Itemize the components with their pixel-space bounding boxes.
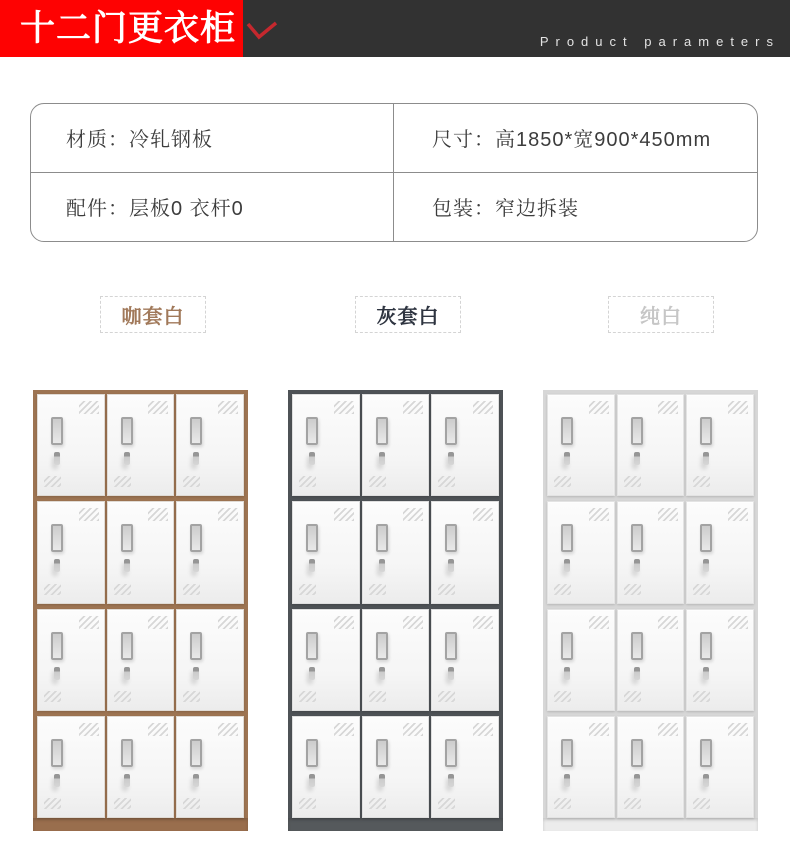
door-lock-icon xyxy=(564,774,570,787)
door-lock-icon xyxy=(309,667,315,680)
locker-doors-grid xyxy=(37,394,244,818)
vent-lines-icon xyxy=(369,798,386,809)
vent-lines-icon xyxy=(624,798,641,809)
vent-lines-icon xyxy=(438,584,455,595)
locker-door xyxy=(547,394,615,496)
locker-door xyxy=(547,609,615,711)
locker-door xyxy=(107,609,175,711)
header-bar xyxy=(0,0,790,57)
door-handle-slot xyxy=(121,739,133,767)
locker-door xyxy=(547,501,615,603)
door-handle-slot xyxy=(631,739,643,767)
door-lock-icon xyxy=(193,559,199,572)
locker-doors-grid xyxy=(292,394,499,818)
locker-door xyxy=(292,716,360,818)
door-handle-slot xyxy=(561,524,573,552)
door-lock-icon xyxy=(448,559,454,572)
door-lock-icon xyxy=(54,774,60,787)
door-handle-slot xyxy=(376,524,388,552)
door-handle-slot xyxy=(631,524,643,552)
locker-door xyxy=(431,501,499,603)
param-cell-material: 材质：冷轧钢板 xyxy=(31,104,394,173)
door-handle-slot xyxy=(561,417,573,445)
door-lock-icon xyxy=(379,559,385,572)
door-lock-icon xyxy=(124,667,130,680)
door-handle-slot xyxy=(121,632,133,660)
vent-lines-icon xyxy=(589,616,609,629)
door-handle-slot xyxy=(700,524,712,552)
vent-lines-icon xyxy=(369,476,386,487)
vent-lines-icon xyxy=(79,616,99,629)
vent-lines-icon xyxy=(473,508,493,521)
door-handle-slot xyxy=(445,524,457,552)
vent-lines-icon xyxy=(693,691,710,702)
vent-lines-icon xyxy=(554,584,571,595)
vent-lines-icon xyxy=(369,691,386,702)
vent-lines-icon xyxy=(218,616,238,629)
vent-lines-icon xyxy=(589,723,609,736)
locker-door xyxy=(37,501,105,603)
vent-lines-icon xyxy=(44,798,61,809)
door-lock-icon xyxy=(564,667,570,680)
locker-door xyxy=(431,716,499,818)
vent-lines-icon xyxy=(624,476,641,487)
door-lock-icon xyxy=(703,452,709,465)
locker-door xyxy=(362,394,430,496)
vent-lines-icon xyxy=(728,723,748,736)
parameters-table xyxy=(30,103,758,242)
param-cell-packaging: 包装：窄边拆装 xyxy=(432,198,579,221)
locker-door xyxy=(292,501,360,603)
vent-lines-icon xyxy=(658,401,678,414)
vent-lines-icon xyxy=(624,691,641,702)
door-lock-icon xyxy=(564,559,570,572)
vent-lines-icon xyxy=(693,476,710,487)
locker-door xyxy=(686,609,754,711)
vent-lines-icon xyxy=(183,798,200,809)
door-handle-slot xyxy=(306,739,318,767)
vent-lines-icon xyxy=(334,401,354,414)
door-handle-slot xyxy=(700,417,712,445)
locker-door xyxy=(686,716,754,818)
vent-lines-icon xyxy=(473,616,493,629)
door-lock-icon xyxy=(448,667,454,680)
locker-door xyxy=(431,394,499,496)
door-handle-slot xyxy=(51,632,63,660)
vent-lines-icon xyxy=(693,584,710,595)
door-lock-icon xyxy=(193,452,199,465)
locker-image-3 xyxy=(543,390,758,831)
vent-lines-icon xyxy=(728,616,748,629)
door-handle-slot xyxy=(190,417,202,445)
locker-door xyxy=(176,394,244,496)
door-handle-slot xyxy=(121,417,133,445)
title-block xyxy=(0,0,243,57)
locker-door xyxy=(176,609,244,711)
door-handle-slot xyxy=(700,739,712,767)
vent-lines-icon xyxy=(403,616,423,629)
door-lock-icon xyxy=(309,774,315,787)
vent-lines-icon xyxy=(473,723,493,736)
vent-lines-icon xyxy=(334,508,354,521)
door-handle-slot xyxy=(376,417,388,445)
vent-lines-icon xyxy=(299,691,316,702)
variant-label: 灰套白 xyxy=(355,296,461,333)
locker-door xyxy=(37,609,105,711)
vent-lines-icon xyxy=(114,476,131,487)
vent-lines-icon xyxy=(44,584,61,595)
door-lock-icon xyxy=(379,774,385,787)
param-cell-size: 尺寸：高1850*宽900*450mm xyxy=(394,104,757,173)
vent-lines-icon xyxy=(79,401,99,414)
vent-lines-icon xyxy=(624,584,641,595)
vent-lines-icon xyxy=(554,476,571,487)
door-handle-slot xyxy=(445,632,457,660)
vent-lines-icon xyxy=(44,476,61,487)
door-lock-icon xyxy=(54,667,60,680)
locker-door xyxy=(617,609,685,711)
vent-lines-icon xyxy=(148,616,168,629)
door-handle-slot xyxy=(376,632,388,660)
locker-door xyxy=(176,716,244,818)
locker-image-1 xyxy=(33,390,248,831)
vent-lines-icon xyxy=(148,401,168,414)
locker-doors-grid xyxy=(547,394,754,818)
vent-lines-icon xyxy=(79,508,99,521)
door-lock-icon xyxy=(634,452,640,465)
door-handle-slot xyxy=(306,417,318,445)
vent-lines-icon xyxy=(183,691,200,702)
page-title: 十二门更衣柜 xyxy=(20,9,237,48)
locker-door xyxy=(37,716,105,818)
vent-lines-icon xyxy=(334,616,354,629)
vent-lines-icon xyxy=(693,798,710,809)
vent-lines-icon xyxy=(334,723,354,736)
door-handle-slot xyxy=(306,524,318,552)
vent-lines-icon xyxy=(728,401,748,414)
locker-door xyxy=(362,501,430,603)
door-handle-slot xyxy=(700,632,712,660)
door-handle-slot xyxy=(445,739,457,767)
vent-lines-icon xyxy=(589,508,609,521)
door-handle-slot xyxy=(631,632,643,660)
locker-door xyxy=(107,394,175,496)
locker-door xyxy=(176,501,244,603)
vent-lines-icon xyxy=(658,508,678,521)
door-lock-icon xyxy=(634,667,640,680)
vent-lines-icon xyxy=(438,691,455,702)
locker-base xyxy=(288,818,503,831)
locker-door xyxy=(292,609,360,711)
vent-lines-icon xyxy=(79,723,99,736)
locker-base xyxy=(33,818,248,831)
vent-lines-icon xyxy=(148,508,168,521)
vent-lines-icon xyxy=(218,508,238,521)
vent-lines-icon xyxy=(114,584,131,595)
door-handle-slot xyxy=(51,524,63,552)
vent-lines-icon xyxy=(438,798,455,809)
locker-door xyxy=(37,394,105,496)
vent-lines-icon xyxy=(114,691,131,702)
door-lock-icon xyxy=(634,559,640,572)
variant-label: 纯白 xyxy=(608,296,714,333)
variant-label: 咖套白 xyxy=(100,296,206,333)
locker-door xyxy=(617,501,685,603)
door-handle-slot xyxy=(445,417,457,445)
locker-base xyxy=(543,818,758,831)
door-lock-icon xyxy=(448,452,454,465)
vent-lines-icon xyxy=(554,691,571,702)
door-lock-icon xyxy=(703,559,709,572)
door-handle-slot xyxy=(561,739,573,767)
door-lock-icon xyxy=(124,774,130,787)
locker-door xyxy=(292,394,360,496)
vent-lines-icon xyxy=(218,723,238,736)
door-handle-slot xyxy=(190,739,202,767)
door-lock-icon xyxy=(309,452,315,465)
vent-lines-icon xyxy=(218,401,238,414)
vent-lines-icon xyxy=(554,798,571,809)
door-handle-slot xyxy=(51,739,63,767)
door-handle-slot xyxy=(376,739,388,767)
locker-door xyxy=(547,716,615,818)
vent-lines-icon xyxy=(438,476,455,487)
locker-door xyxy=(617,394,685,496)
vent-lines-icon xyxy=(589,401,609,414)
door-handle-slot xyxy=(190,524,202,552)
door-handle-slot xyxy=(306,632,318,660)
locker-door xyxy=(362,609,430,711)
door-lock-icon xyxy=(193,774,199,787)
header-subtitle: Product parameters xyxy=(539,34,780,49)
vent-lines-icon xyxy=(473,401,493,414)
vent-lines-icon xyxy=(299,476,316,487)
door-lock-icon xyxy=(448,774,454,787)
door-lock-icon xyxy=(379,452,385,465)
vent-lines-icon xyxy=(183,476,200,487)
param-cell-accessories: 配件：层板0 衣杆0 xyxy=(31,173,394,242)
locker-door xyxy=(686,394,754,496)
check-icon xyxy=(246,21,278,41)
door-handle-slot xyxy=(121,524,133,552)
vent-lines-icon xyxy=(658,723,678,736)
locker-door xyxy=(686,501,754,603)
door-handle-slot xyxy=(51,417,63,445)
door-lock-icon xyxy=(54,559,60,572)
vent-lines-icon xyxy=(403,723,423,736)
vent-lines-icon xyxy=(369,584,386,595)
vent-lines-icon xyxy=(183,584,200,595)
door-lock-icon xyxy=(564,452,570,465)
door-handle-slot xyxy=(190,632,202,660)
vent-lines-icon xyxy=(44,691,61,702)
vent-lines-icon xyxy=(658,616,678,629)
door-lock-icon xyxy=(193,667,199,680)
door-lock-icon xyxy=(124,559,130,572)
locker-door xyxy=(617,716,685,818)
door-lock-icon xyxy=(54,452,60,465)
door-lock-icon xyxy=(634,774,640,787)
locker-image-2 xyxy=(288,390,503,831)
vent-lines-icon xyxy=(299,798,316,809)
locker-door xyxy=(431,609,499,711)
vent-lines-icon xyxy=(148,723,168,736)
door-handle-slot xyxy=(631,417,643,445)
vent-lines-icon xyxy=(114,798,131,809)
door-lock-icon xyxy=(703,774,709,787)
door-lock-icon xyxy=(309,559,315,572)
vent-lines-icon xyxy=(403,401,423,414)
locker-door xyxy=(107,716,175,818)
locker-door xyxy=(362,716,430,818)
door-handle-slot xyxy=(561,632,573,660)
vent-lines-icon xyxy=(728,508,748,521)
door-lock-icon xyxy=(703,667,709,680)
door-lock-icon xyxy=(124,452,130,465)
locker-door xyxy=(107,501,175,603)
door-lock-icon xyxy=(379,667,385,680)
vent-lines-icon xyxy=(299,584,316,595)
vent-lines-icon xyxy=(403,508,423,521)
